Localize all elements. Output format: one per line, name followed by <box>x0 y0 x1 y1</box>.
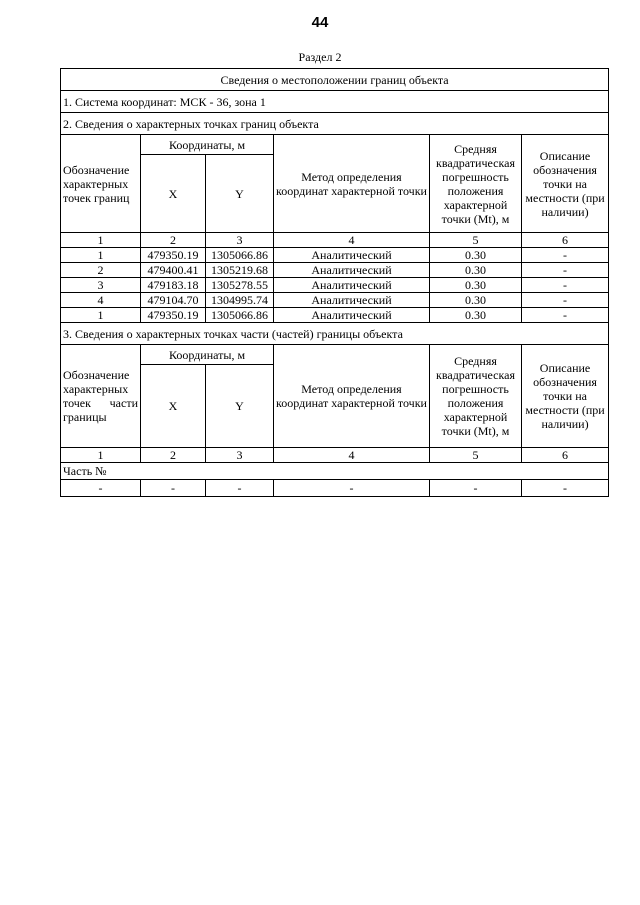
description: - <box>522 308 609 323</box>
col-number: 2 <box>141 448 206 463</box>
table-title: Сведения о местоположении границ объекта <box>61 69 609 91</box>
description: - <box>522 293 609 308</box>
empty-cell: - <box>430 480 522 497</box>
empty-cell: - <box>274 480 430 497</box>
col-number: 3 <box>206 233 274 248</box>
part2-title: 2. Сведения о характерных точках границ объекта <box>61 113 609 135</box>
header-description: Описание обозначения точки на местности (при наличии) <box>522 135 609 233</box>
method: Аналитический <box>274 263 430 278</box>
part2-header-row <box>61 135 609 155</box>
description: - <box>522 248 609 263</box>
point-id: 1 <box>61 248 141 263</box>
error: 0.30 <box>430 263 522 278</box>
error: 0.30 <box>430 248 522 263</box>
col-number: 5 <box>430 233 522 248</box>
error: 0.30 <box>430 308 522 323</box>
header-x: X <box>141 155 206 233</box>
empty-cell: - <box>522 480 609 497</box>
table-row <box>61 248 609 263</box>
error: 0.30 <box>430 293 522 308</box>
method: Аналитический <box>274 248 430 263</box>
part-label-row <box>61 463 609 480</box>
section-title: Раздел 2 <box>298 50 342 64</box>
empty-cell: - <box>206 480 274 497</box>
table-row <box>61 263 609 278</box>
description: - <box>522 263 609 278</box>
header-y: Y <box>206 155 274 233</box>
method: Аналитический <box>274 293 430 308</box>
part2-title-row <box>61 113 609 135</box>
table-title-row <box>61 69 609 91</box>
coord-x: 479350.19 <box>141 308 206 323</box>
header-y: Y <box>206 365 274 448</box>
header-coords: Координаты, м <box>141 345 274 365</box>
point-id: 1 <box>61 308 141 323</box>
method: Аналитический <box>274 308 430 323</box>
col-number: 6 <box>522 448 609 463</box>
col-number: 2 <box>141 233 206 248</box>
part2-numbers-row <box>61 233 609 248</box>
table-row <box>61 278 609 293</box>
part3-title: 3. Сведения о характерных точках части (частей) границы объекта <box>61 323 609 345</box>
col-number: 1 <box>61 233 141 248</box>
coord-y: 1305066.86 <box>206 248 274 263</box>
coord-x: 479183.18 <box>141 278 206 293</box>
coord-system: 1. Система координат: МСК - 36, зона 1 <box>61 91 609 113</box>
coord-system-row <box>61 91 609 113</box>
part-label: Часть № <box>61 463 609 480</box>
point-id: 2 <box>61 263 141 278</box>
header-error: Средняя квадратическая погрешность положения характерной точки (Mt), м <box>430 135 522 233</box>
table-row <box>61 308 609 323</box>
col-number: 4 <box>274 448 430 463</box>
header-coords: Координаты, м <box>141 135 274 155</box>
part3-title-row <box>61 323 609 345</box>
coord-x: 479400.41 <box>141 263 206 278</box>
coord-y: 1305066.86 <box>206 308 274 323</box>
error: 0.30 <box>430 278 522 293</box>
description: - <box>522 278 609 293</box>
empty-cell: - <box>61 480 141 497</box>
coord-y: 1305219.68 <box>206 263 274 278</box>
coord-y: 1304995.74 <box>206 293 274 308</box>
header-designation: Обозначение характерных точек границ <box>61 135 141 233</box>
part3-header-row <box>61 345 609 365</box>
header-error: Средняя квадратическая погрешность положения характерной точки (Mt), м <box>430 345 522 448</box>
empty-cell: - <box>141 480 206 497</box>
boundary-table <box>60 68 609 497</box>
col-number: 6 <box>522 233 609 248</box>
header-designation: Обозначение характерных точек части границы <box>61 345 141 448</box>
header-description: Описание обозначения точки на местности (при наличии) <box>522 345 609 448</box>
col-number: 1 <box>61 448 141 463</box>
header-x: X <box>141 365 206 448</box>
table-row <box>61 293 609 308</box>
point-id: 3 <box>61 278 141 293</box>
method: Аналитический <box>274 278 430 293</box>
coord-x: 479350.19 <box>141 248 206 263</box>
point-id: 4 <box>61 293 141 308</box>
col-number: 5 <box>430 448 522 463</box>
part3-numbers-row <box>61 448 609 463</box>
header-method: Метод определения координат характерной точки <box>274 135 430 233</box>
header-method: Метод определения координат характерной точки <box>274 345 430 448</box>
col-number: 3 <box>206 448 274 463</box>
col-number: 4 <box>274 233 430 248</box>
coord-y: 1305278.55 <box>206 278 274 293</box>
table-row <box>61 480 609 497</box>
page-number: 44 <box>311 14 329 31</box>
coord-x: 479104.70 <box>141 293 206 308</box>
